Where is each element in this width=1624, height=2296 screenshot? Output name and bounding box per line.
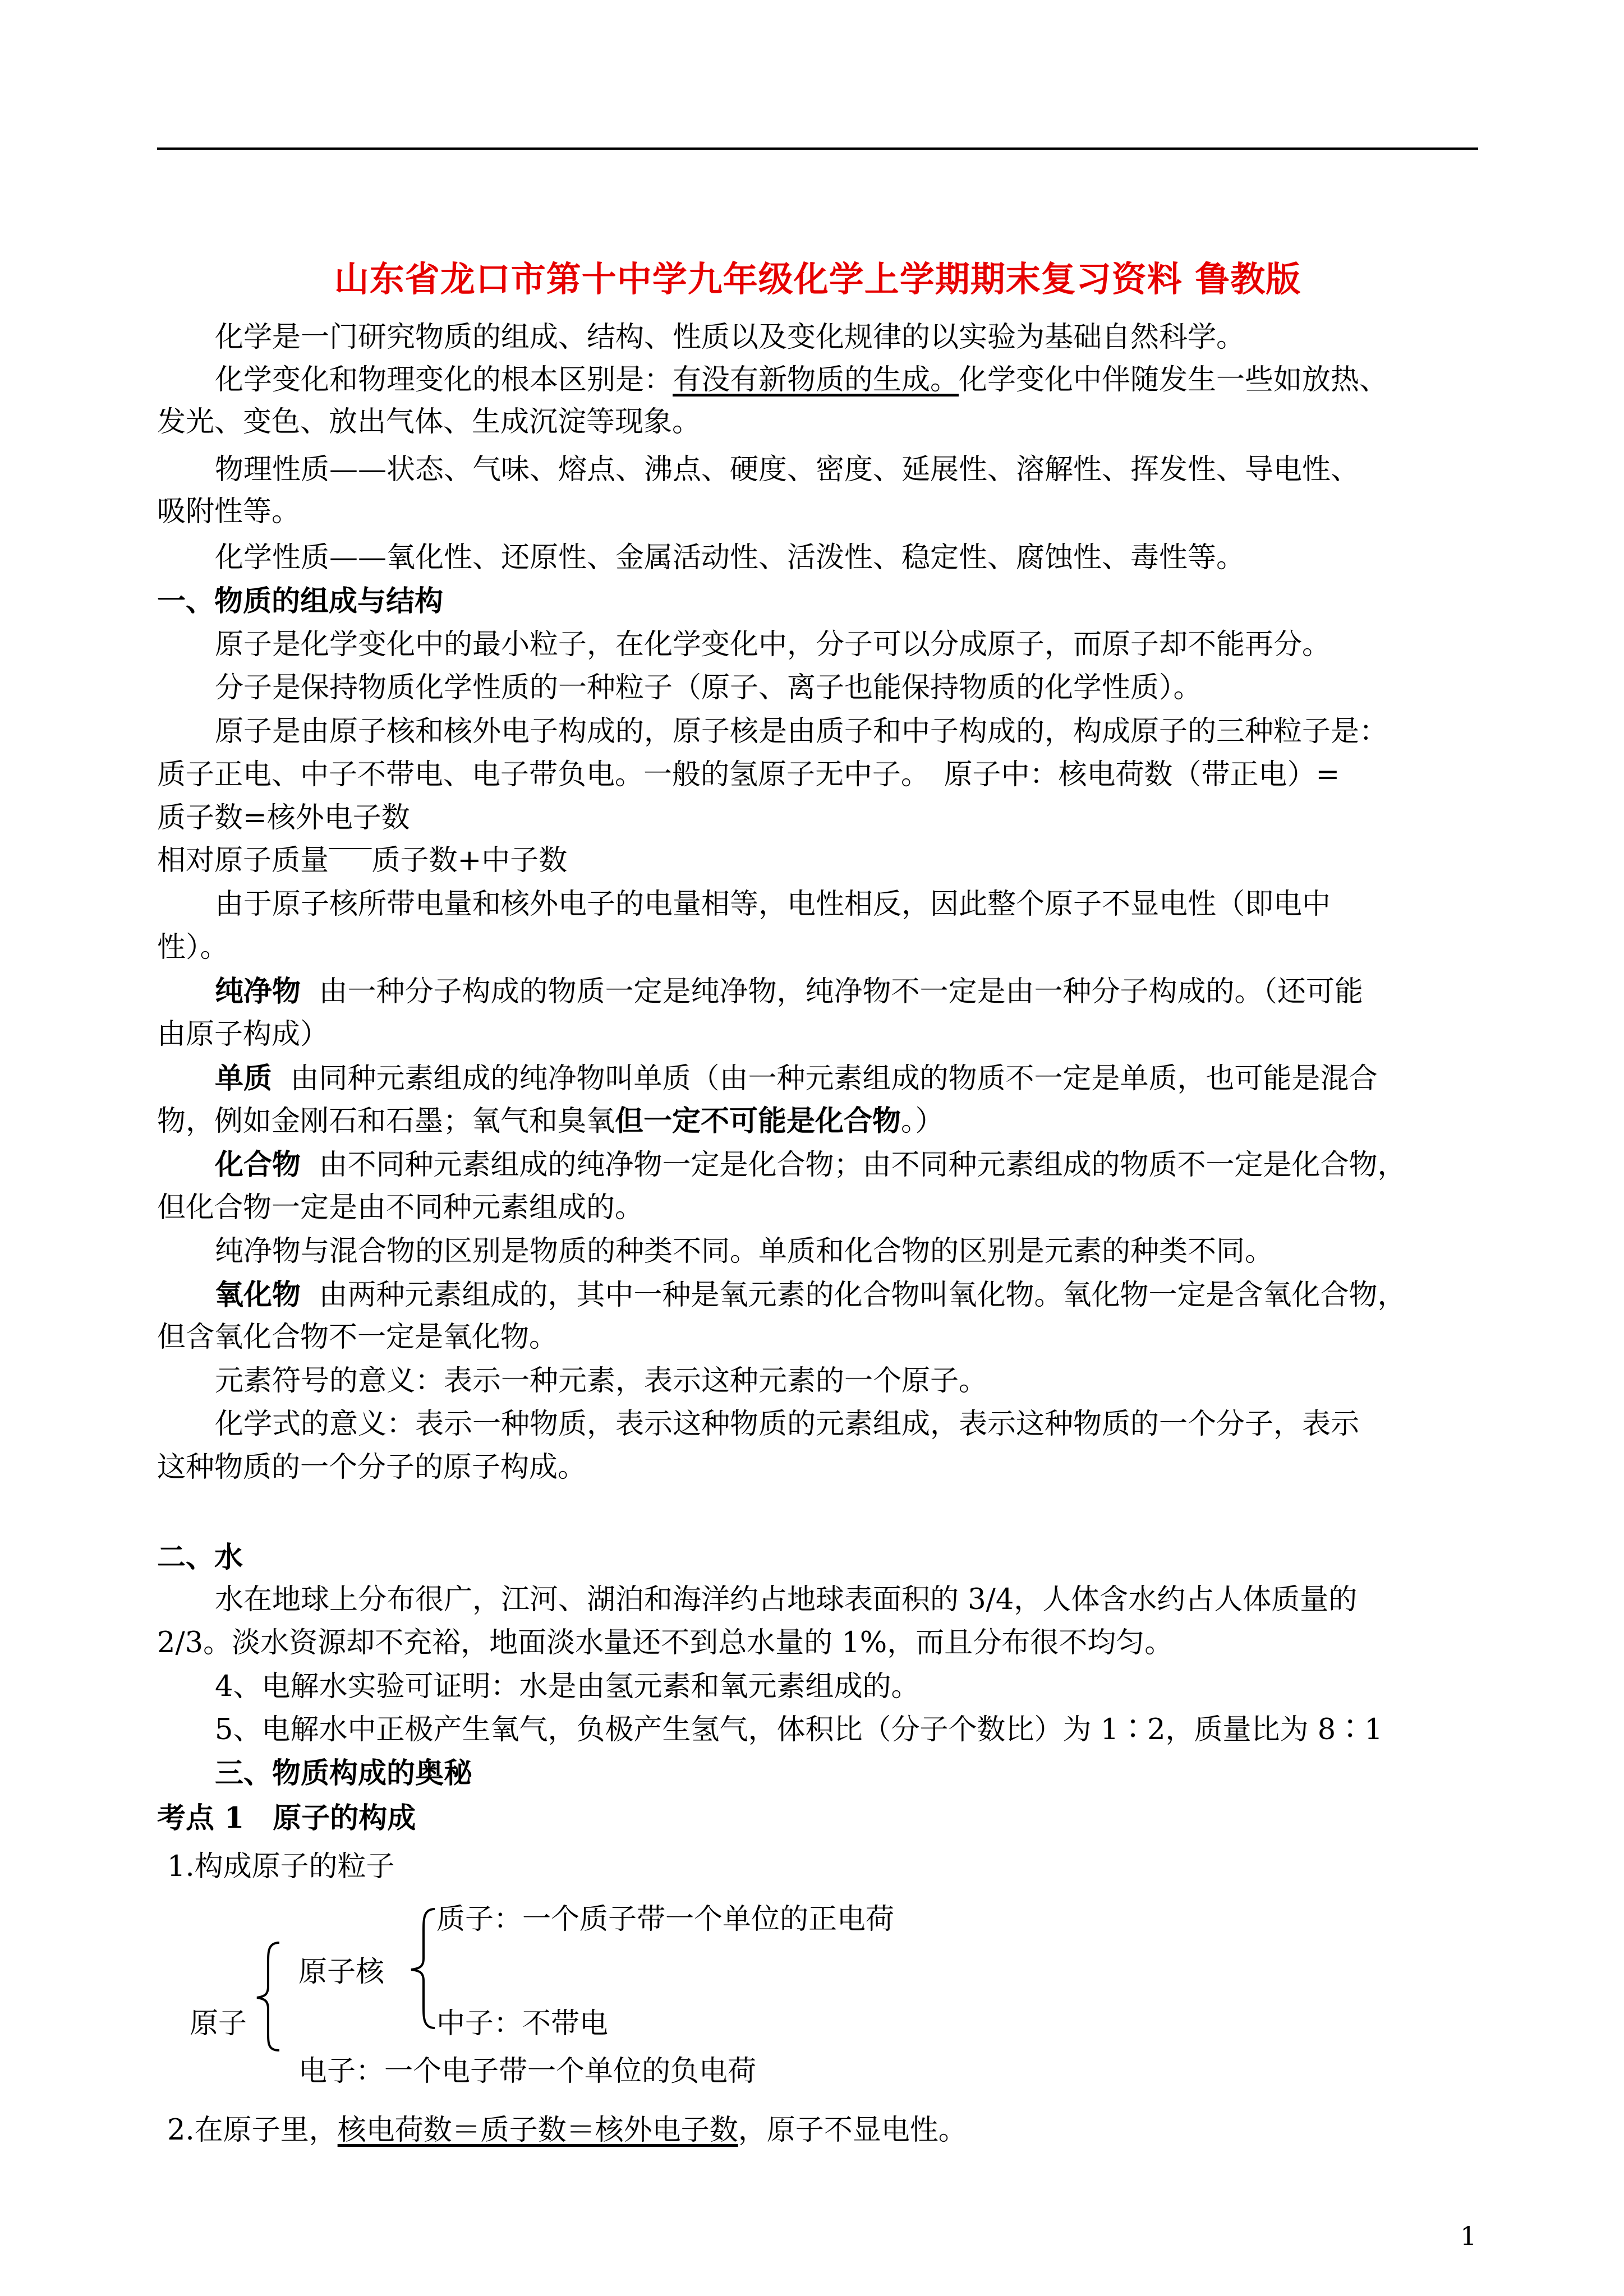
definition-element-substance: 单质 由同种元素组成的纯净物叫单质（由一种元素组成的物质不一定是单质，也可能是混合 [215,1062,1378,1095]
paragraph: 分子是保持物质化学性质的一种粒子（原子、离子也能保持物质的化学性质）。 [215,671,1202,704]
paragraph: 化学式的意义：表示一种物质，表示这种物质的元素组成，表示这种物质的一个分子，表示 [215,1408,1360,1441]
paragraph: 由于原子核所带电量和核外电子的电量相等，电性相反，因此整个原子不显电性（即电中 [215,888,1331,921]
paragraph-cont: 2/3。淡水资源却不充裕，地面淡水量还不到总水量的 1%，而且分布很不均匀。 [157,1626,1174,1659]
paragraph: 化学性质——氧化性、还原性、金属活动性、活泼性、稳定性、腐蚀性、毒性等。 [215,541,1245,574]
paragraph-cont: 这种物质的一个分子的原子构成。 [157,1451,587,1484]
page-title: 山东省龙口市第十中学九年级化学上学期期末复习资料 鲁教版 [334,259,1301,299]
paragraph: 原子是化学变化中的最小粒子，在化学变化中，分子可以分成原子，而原子却不能再分。 [215,628,1331,661]
definition-compound: 化合物 由不同种元素组成的纯净物一定是化合物；由不同种元素组成的物质不一定是化合物， [215,1148,1406,1182]
section-heading: 一、物质的组成与结构 [157,584,444,618]
term: 单质 [215,1062,273,1095]
paragraph-cont: 由原子构成） [157,1018,329,1051]
paragraph: 2.在原子里，核电荷数＝质子数＝核外电子数，原子不显电性。 [167,2114,967,2147]
paragraph: 水在地球上分布很广，江河、湖泊和海洋约占地球表面积的 3/4，人体含水约占人体质量的 [215,1583,1358,1616]
paragraph: 元素符号的意义：表示一种元素，表示这种元素的一个原子。 [215,1364,988,1398]
paragraph: 纯净物与混合物的区别是物质的种类不同。单质和化合物的区别是元素的种类不同。 [215,1235,1274,1268]
paragraph-cont: 质子数=核外电子数 [157,801,410,835]
paragraph-cont: 吸附性等。 [157,495,301,528]
paragraph-cont: 性）。 [157,931,229,964]
term: 氧化物 [215,1278,301,1312]
paragraph-cont: 但化合物一定是由不同种元素组成的。 [157,1191,644,1224]
definition-pure-substance: 纯净物 由一种分子构成的物质一定是纯净物，纯净物不一定是由一种分子构成的。（还可能 [215,975,1363,1008]
section-heading: 三、物质构成的奥秘 [215,1756,473,1790]
paragraph: 5、电解水中正极产生氧气，负极产生氢气，体积比（分子个数比）为 1∶2，质量比为 8∶1 [215,1713,1383,1746]
paragraph: 相对原子质量‾‾‾质子数+中子数 [157,844,568,877]
paragraph-cont: 物，例如金刚石和石墨；氧气和臭氧但一定不可能是化合物。） [157,1104,944,1138]
header-rule [157,147,1478,150]
paragraph: 化学是一门研究物质的组成、结构、性质以及变化规律的以实验为基础自然科学。 [215,321,1245,354]
paragraph: 1.构成原子的粒子 [167,1850,395,1883]
section-heading: 二、水 [157,1541,243,1574]
paragraph: 物理性质——状态、气味、熔点、沸点、硬度、密度、延展性、溶解性、挥发性、导电性、 [215,453,1360,486]
neutron-label: 中子：不带电 [436,2007,609,2040]
paragraph-cont: 质子正电、中子不带电、电子带负电。一般的氢原子无中子。 原子中：核电荷数（带正电）= [157,758,1340,791]
nucleus-brace [407,1907,440,2030]
electron-label: 电子：一个电子带一个单位的负电荷 [298,2055,757,2088]
paragraph: 化学变化和物理变化的根本区别是：有没有新物质的生成。化学变化中伴随发生一些如放热、 [215,363,1388,397]
subsection-heading: 考点 1 原子的构成 [157,1801,416,1835]
paragraph: 原子是由原子核和核外电子构成的，原子核是由质子和中子构成的，构成原子的三种粒子是： [215,715,1388,748]
paragraph-cont: 发光、变色、放出气体、生成沉淀等现象。 [157,405,701,439]
paragraph-cont: 但含氧化合物不一定是氧化物。 [157,1321,558,1354]
term: 化合物 [215,1148,301,1182]
paragraph: 4、电解水实验可证明：水是由氢元素和氧元素组成的。 [215,1670,920,1703]
nucleus-label: 原子核 [298,1956,385,1989]
term: 纯净物 [215,975,301,1008]
atom-label: 原子 [190,2007,247,2040]
definition-oxide: 氧化物 由两种元素组成的，其中一种是氧元素的化合物叫氧化物。氧化物一定是含氧化合物， [215,1278,1406,1312]
page-number: 1 [1460,2221,1477,2251]
proton-label: 质子：一个质子带一个单位的正电荷 [436,1903,895,1936]
atom-brace [252,1940,286,2053]
